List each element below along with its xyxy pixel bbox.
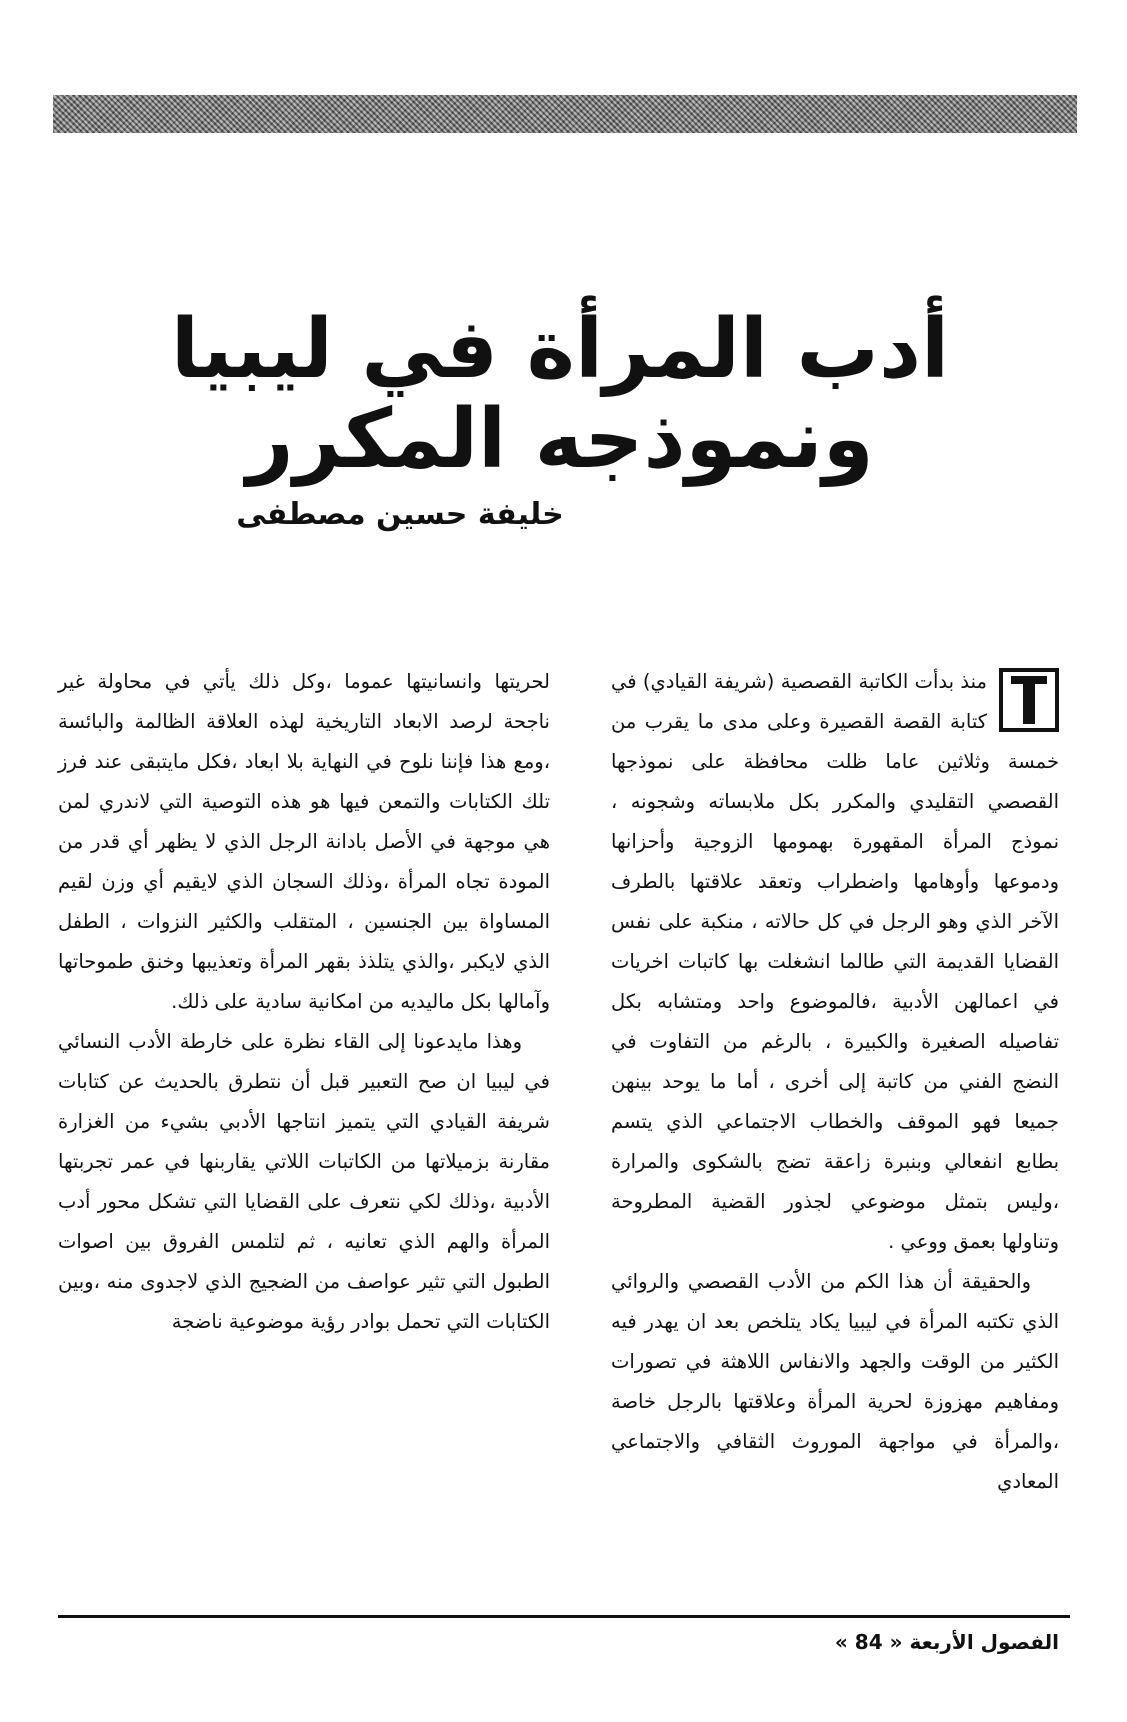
header-pattern-band [53,95,1077,133]
article-author: خليفة حسين مصطفى [236,497,564,532]
right-paragraph-2: والحقيقة أن هذا الكم من الأدب القصصي والروائي الذي تكتبه المرأة في ليبيا يكاد يتلخص بعد ان يهدر فيه الكثير من الوقت والجهد والانفاس اللاهثة في تصورات ومفاهيم مهزوزة لحرية المرأة وعلاقتها بالرجل خاصة ،والمرأة في مواجهة الموروث الثقافي والاجتماعي المعادي [611,1270,1059,1493]
drop-cap-icon [999,668,1059,732]
text-column-right [611,662,1059,1502]
page-footer: الفصول الأربعة « 84 » [834,1630,1059,1654]
left-paragraph-2: وهذا مايدعونا إلى القاء نظرة على خارطة الأدب النسائي في ليبيا ان صح التعبير قبل أن نتطرق بالحديث عن كتابات شريفة القيادي التي يتميز انتاجها الأدبي بشيء من الغزارة مقارنة بزميلاتها من الكاتبات اللاتي يقاربنها في عمر تجربتها الأدبية ،وذلك لكي نتعرف على القضايا التي تشكل محور أدب المرأة والهم الذي تعانيه ، ثم لتلمس الفروق بين اصوات الطبول التي تثير عواصف من الضجيج الذي لاجدوى منه ،وبين الكتابات التي تحمل بوادر رؤية موضوعية ناضجة [58,1030,550,1333]
article-title: أدب المرأة في ليبيا ونموذجه المكرر [170,302,950,488]
text-column-left [58,662,550,1342]
footer-divider [58,1615,1070,1618]
right-paragraph-1: منذ بدأت الكاتبة القصصية (شريفة القيادي) في كتابة القصة القصيرة وعلى مدى ما يقرب من خمسة وثلاثين عاما ظلت محافظة على نموذجها القصصي التقليدي والمكرر بكل ملابساته وشجونه ، نموذج المرأة المقهورة بهمومها الزوجية وأحزانها ودموعها وأوهامها واضطراب وتعقد علاقتها بالطرف الآخر الذي وهو الرجل في كل حالاته ، منكبة على نفس القضايا القديمة التي طالما انشغلت بها كاتبات اخريات في اعمالهن الأدبية ،فالموضوع واحد ومتشابه بكل تفاصيله الصغيرة والكبيرة ، بالرغم من التفاوت في النضج الفني من كاتبة إلى أخرى ، أما ما يوحد بينهن جميعا فهو الموقف والخطاب الاجتماعي الذي يتسم بطابع انفعالي وبنبرة زاعقة تضج بالشكوى والمرارة ،وليس بتمثل موضوعي لجذور القضية المطروحة وتناولها بعمق ووعي . [611,670,1059,1253]
left-paragraph-1: لحريتها وانسانيتها عموما ،وكل ذلك يأتي في محاولة غير ناجحة لرصد الابعاد التاريخية لهذه العلاقة الظالمة والبائسة ،ومع هذا فإننا نلوح في النهاية بلا ابعاد ،فكل مايتبقى عند فرز تلك الكتابات والتمعن فيها هو هذه التوصية التي لاندري لمن هي موجهة في الأصل بادانة الرجل الذي لا يظهر أي قدر من المودة تجاه المرأة ،وذلك السجان الذي لايقيم أي وزن لقيم المساواة بين الجنسين ، المتقلب والكثير النزوات ، الطفل الذي لايكبر ،والذي يتلذذ بقهر المرأة وتعذيبها وخنق طموحاتها وآمالها بكل ماليديه من امكانية سادية على ذلك. [58,670,550,1013]
